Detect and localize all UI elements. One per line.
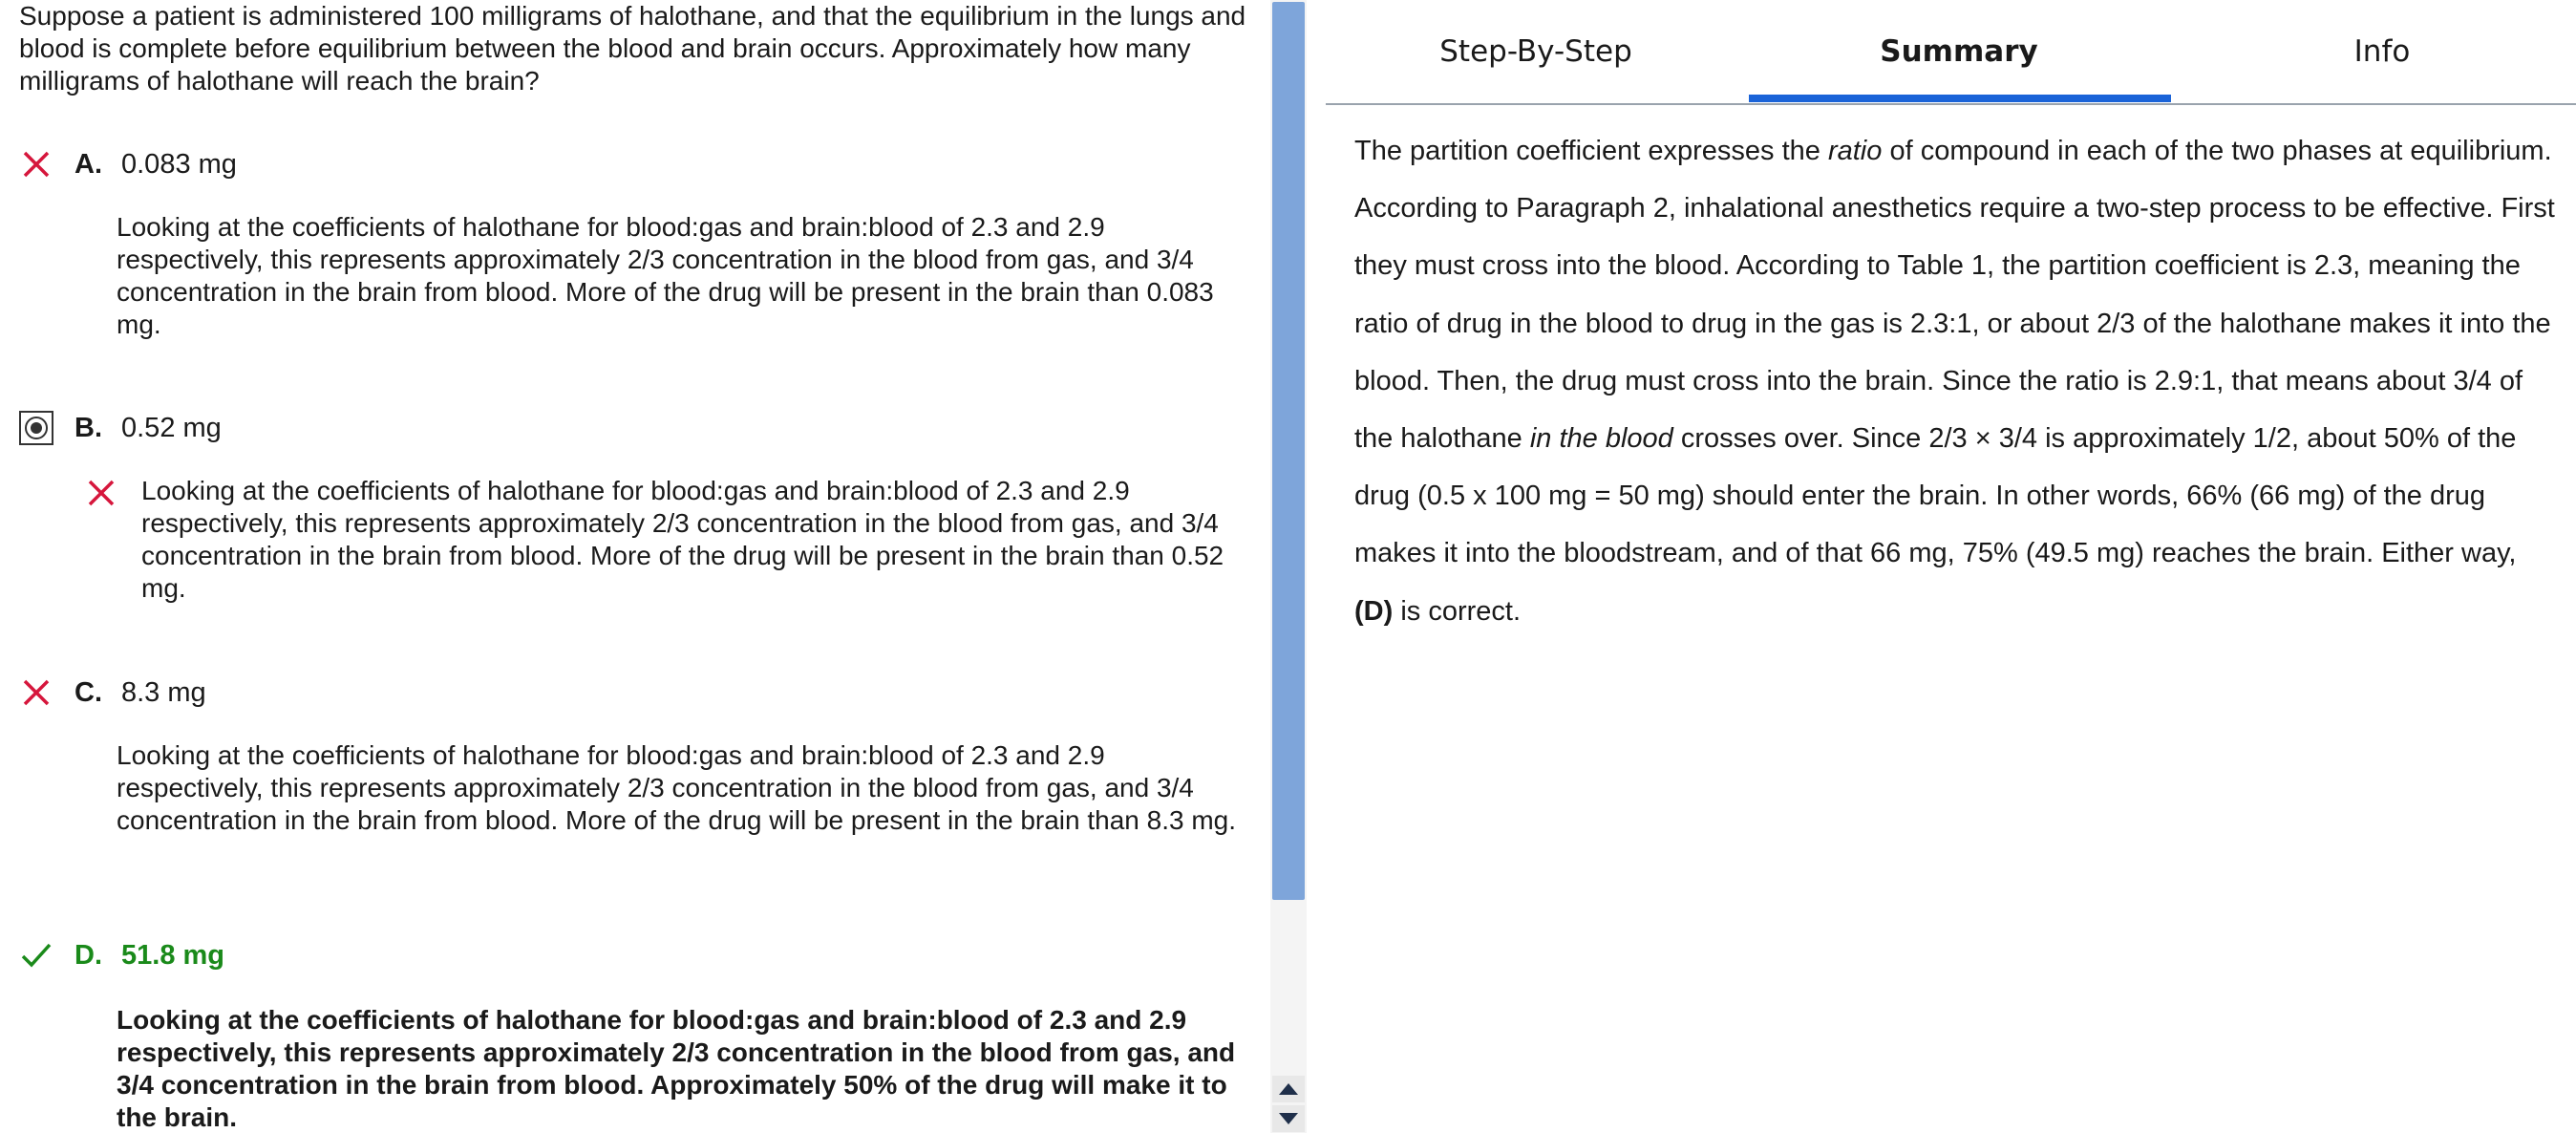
scrollbar-thumb[interactable] xyxy=(1272,2,1305,900)
summary-part: The partition coefficient expresses the xyxy=(1354,136,1828,166)
vertical-scrollbar[interactable] xyxy=(1270,0,1307,1133)
choice-a[interactable] xyxy=(19,143,1251,185)
question-stem: Suppose a patient is administered 100 milligrams of halothane, and that the equilibrium in the lungs and blood is complete before equilibrium between the blood and brain occurs. Approximately how many milligrams of halothane will reach the brain? xyxy=(19,1,1246,96)
scroll-up-arrow-icon[interactable] xyxy=(1272,1076,1305,1102)
summary-text xyxy=(1354,122,2558,640)
tab-step-by-step[interactable]: Step-By-Step xyxy=(1439,34,1632,69)
choice-c[interactable] xyxy=(19,672,1251,714)
choice-value: 8.3 mg xyxy=(121,677,206,708)
summary-part: of compound in each of the two phases at equilibrium. According to Paragraph 2, inhalational anesthetics require a two-step process to be effective. First they must cross into the blood. According to Table 1, the partition coefficient is 2.3, meaning the ratio of drug in the blood to drug in the gas is 2.3:1, or about 2/3 of the halothane makes it into the blood. Then, the drug must cross into the brain. Since the ratio is 2.9:1, that means about 3/4 of the halothane xyxy=(1354,136,2555,455)
summary-emphasis-blood: in the blood xyxy=(1529,423,1673,455)
choice-value: 51.8 mg xyxy=(121,940,224,971)
radio-box-icon xyxy=(19,411,53,445)
summary-emphasis-ratio: ratio xyxy=(1827,136,1883,166)
scroll-down-arrow-icon[interactable] xyxy=(1272,1105,1305,1132)
active-tab-indicator xyxy=(1749,95,2171,102)
choice-c-explanation: Looking at the coefficients of halothane for blood:gas and brain:blood of 2.3 and 2.9 respectively, this represents approximately 2/3 concentration in the blood from gas, and 3/4 concentration in the brain from blood. More of the drug will be present in the brain than 8.3 mg. xyxy=(117,740,1237,835)
tab-info[interactable]: Info xyxy=(2353,34,2411,69)
choice-value: 0.52 mg xyxy=(121,413,222,443)
choice-letter: B. xyxy=(75,413,102,443)
explanation-pane xyxy=(1326,0,2576,1133)
choice-letter: D. xyxy=(75,940,102,971)
choice-b[interactable] xyxy=(19,407,1251,449)
choice-letter: A. xyxy=(75,149,102,180)
choice-letter: C. xyxy=(75,677,102,708)
tab-bar xyxy=(1326,0,2576,105)
incorrect-x-icon xyxy=(86,478,120,512)
correct-check-icon xyxy=(19,934,53,976)
choice-d[interactable] xyxy=(19,934,1251,976)
choice-d-explanation: Looking at the coefficients of halothane for blood:gas and brain:blood of 2.3 and 2.9 respectively, this represents approximately 2/3 concentration in the blood from gas, and 3/4 concentration in the brain from blood. Approximately 50% of the drug will make it to the brain. xyxy=(117,1005,1236,1132)
tab-summary[interactable]: Summary xyxy=(1880,34,2038,69)
choice-value: 0.083 mg xyxy=(121,149,237,180)
summary-part: crosses over. Since 2/3 × 3/4 is approximately 1/2, about 50% of the drug (0.5 x 100 mg = 50 mg) should enter the brain. In other words, 66% (66 mg) of the drug makes it into the bloodstream, and of that 66 mg, 75% (49.5 mg) reaches the brain. Either way, xyxy=(1354,423,2517,569)
choice-a-explanation: Looking at the coefficients of halothane for blood:gas and brain:blood of 2.3 and 2.9 respectively, this represents approximately 2/3 concentration in the blood from gas, and 3/4 concentration in the brain from blood. More of the drug will be present in the brain than 0.083 mg. xyxy=(117,212,1214,339)
question-pane xyxy=(0,0,1270,1133)
incorrect-x-icon xyxy=(19,143,53,185)
selected-radio[interactable] xyxy=(19,407,53,449)
summary-answer: (D) xyxy=(1354,595,1394,627)
incorrect-x-icon xyxy=(19,672,53,714)
summary-part: is correct. xyxy=(1393,595,1522,627)
choice-b-explanation: Looking at the coefficients of halothane for blood:gas and brain:blood of 2.3 and 2.9 respectively, this represents approximately 2/3 concentration in the blood from gas, and 3/4 concentration in the brain from blood. More of the drug will be present in the brain than 0.52 mg. xyxy=(141,476,1224,603)
